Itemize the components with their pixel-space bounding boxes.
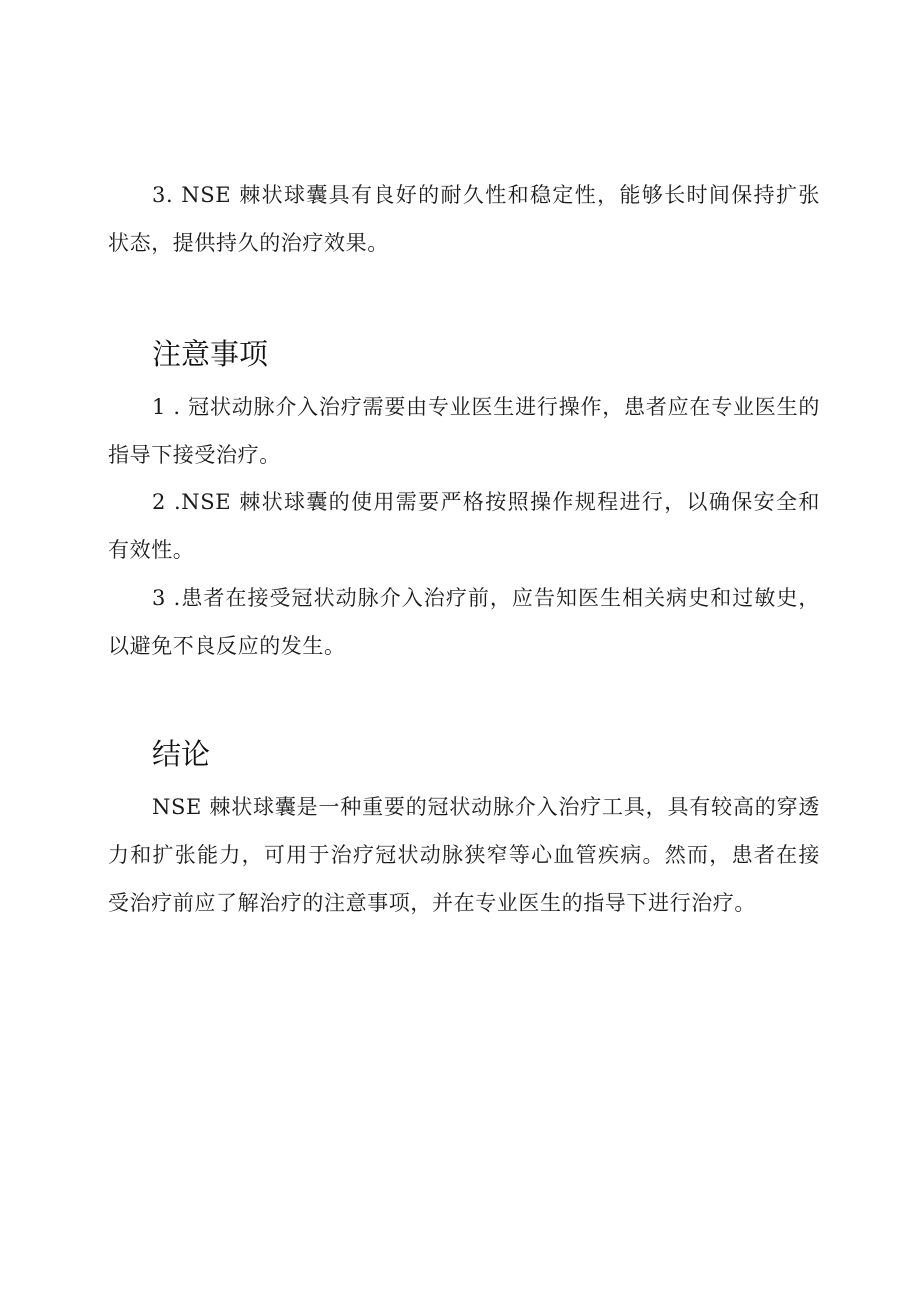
- conclusion-paragraph: NSE 棘状球囊是一种重要的冠状动脉介入治疗工具，具有较高的穿透力和扩张能力，可用于治疗冠状动脉狭窄等心血管疾病。然而，患者在接受治疗前应了解治疗的注意事项，并在专业医生的指导下进行治疗。: [108, 795, 820, 915]
- note-item-3: 3 .患者在接受冠状动脉介入治疗前，应告知医生相关病史和过敏史，以避免不良反应的发生。: [108, 586, 820, 658]
- feature-item-3: 3. NSE 棘状球囊具有良好的耐久性和稳定性，能够长时间保持扩张状态，提供持久的治疗效果。: [108, 183, 820, 255]
- note-item-1: 1 . 冠状动脉介入治疗需要由专业医生进行操作，患者应在专业医生的指导下接受治疗。: [108, 395, 820, 467]
- conclusion-heading: 结论: [152, 737, 211, 771]
- note-item-2: 2 .NSE 棘状球囊的使用需要严格按照操作规程进行，以确保安全和有效性。: [108, 490, 820, 562]
- notes-heading: 注意事项: [152, 337, 269, 371]
